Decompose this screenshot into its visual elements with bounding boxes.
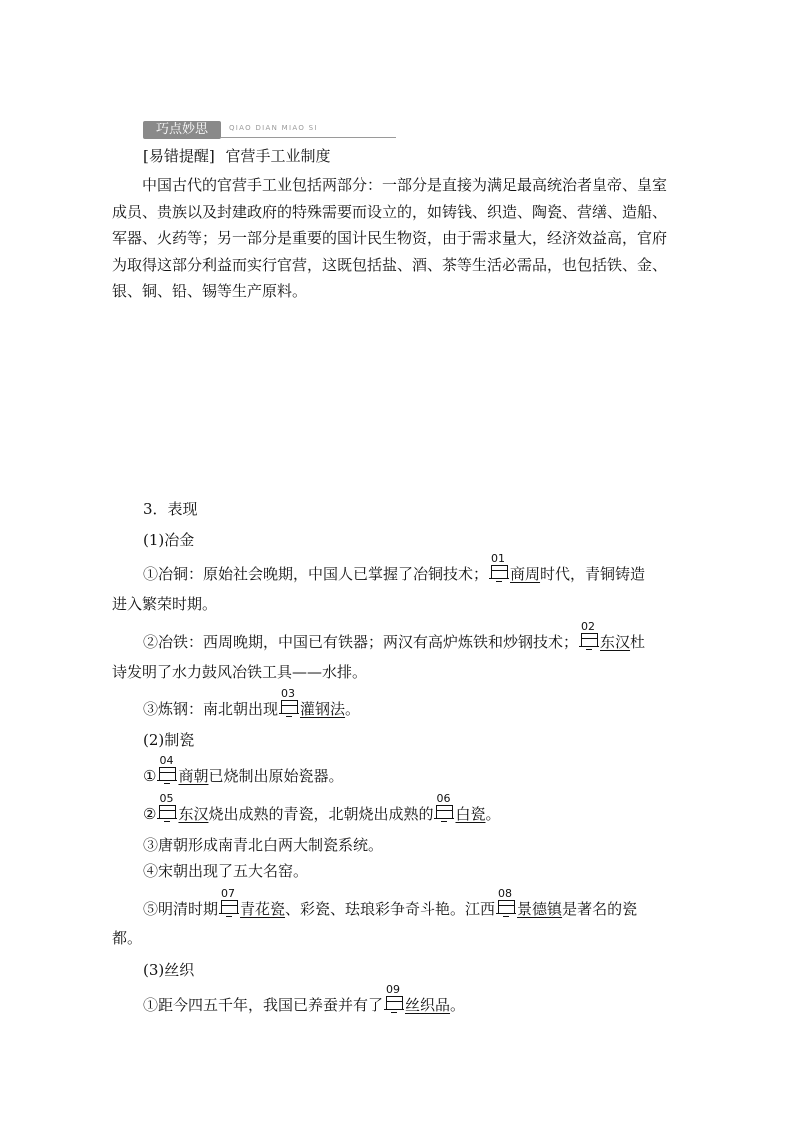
blank-marker-icon: 04 [157, 764, 177, 784]
blank-marker-icon: 03 [279, 697, 299, 717]
section-title: 3．表现 [143, 500, 198, 518]
tip-heading: 官营手工业制度 [225, 147, 331, 165]
blank-marker-icon: 06 [434, 802, 454, 822]
porcelain-item-1: ① 04 商朝已烧制出原始瓷器。 [143, 754, 344, 785]
answer-text: 商朝 [178, 767, 209, 785]
metallurgy-item-2: ②冶铁：西周晚期，中国已有铁器；两汉有高炉炼铁和炒钢技术； 02 东汉杜 [143, 620, 646, 651]
answer-text: 景德镇 [517, 900, 563, 918]
blank-marker-icon: 09 [384, 993, 404, 1013]
metallurgy-item-2-cont: 诗发明了水力鼓风冶铁工具——水排。 [112, 663, 368, 681]
tip-divider [221, 137, 396, 138]
tip-header [143, 121, 396, 139]
silk-title: (3)丝织 [143, 961, 195, 979]
tip-pinyin: QIAO DIAN MIAO SI [229, 124, 318, 132]
porcelain-title: (2)制瓷 [143, 731, 195, 749]
answer-text: 商周 [510, 565, 541, 583]
porcelain-item-5: ⑤明清时期 07 青花瓷、彩瓷、珐琅彩争奇斗艳。江西 08 景德镇是著名的瓷 [143, 887, 638, 918]
answer-text: 丝织品 [405, 996, 451, 1014]
metallurgy-item-1: ①冶铜：原始社会晚期，中国人已掌握了冶铜技术； 01 商周时代，青铜铸造 [143, 552, 646, 583]
tip-paragraph: 中国古代的官营手工业包括两部分：一部分是直接为满足最高统治者皇帝、皇室成员、贵族以及封建政府的特殊需要而设立的，如铸钱、织造、陶瓷、营缮、造船、军器、火药等；另一部分是重要的国计民生物资，由于需求量大，经济效益高，官府为取得这部分利益而实行官营，这既包括盐、酒、茶等生活必需品，也包括铁、金、银、铜、铅、锡等生产原料。 [112, 176, 668, 300]
answer-text: 青花瓷 [240, 900, 286, 918]
answer-text: 灌钢法 [300, 700, 346, 718]
porcelain-item-2: ② 05 东汉烧出成熟的青瓷，北朝烧出成熟的 06 白瓷。 [143, 792, 501, 823]
metallurgy-title: (1)冶金 [143, 531, 195, 549]
answer-text: 东汉 [600, 633, 631, 651]
blank-marker-icon: 02 [579, 630, 599, 650]
blank-marker-icon: 07 [219, 897, 239, 917]
blank-marker-icon: 08 [496, 897, 516, 917]
porcelain-item-4: ④宋朝出现了五大名窑。 [143, 862, 309, 880]
answer-text: 白瓷 [455, 805, 486, 823]
tip-bracket-label: [易错提醒] [143, 147, 215, 165]
tip-heading-line [143, 146, 331, 166]
blank-marker-icon: 01 [489, 562, 509, 582]
porcelain-item-3: ③唐朝形成南青北白两大制瓷系统。 [143, 836, 384, 854]
porcelain-item-5-cont: 都。 [112, 929, 143, 947]
tip-tag: 巧点妙思 [143, 121, 221, 139]
metallurgy-item-3: ③炼钢：南北朝出现 03 灌钢法。 [143, 687, 361, 718]
silk-item-1: ①距今四五千年，我国已养蚕并有了 09 丝织品。 [143, 983, 466, 1014]
blank-marker-icon: 05 [157, 802, 177, 822]
answer-text: 东汉 [178, 805, 209, 823]
metallurgy-item-1-cont: 进入繁荣时期。 [112, 595, 218, 613]
